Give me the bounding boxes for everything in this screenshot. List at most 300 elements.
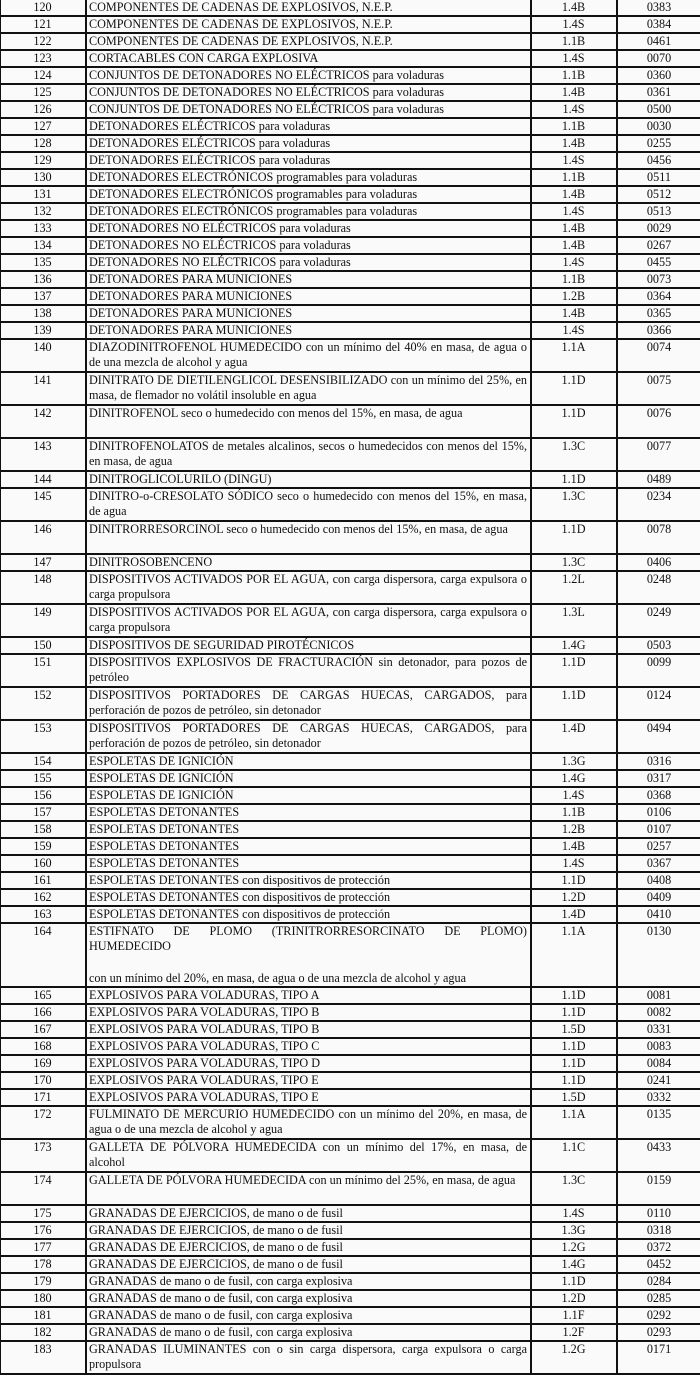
description-cell: DINITROFENOL seco o humedecido con menos del 15%, en masa, de agua	[86, 405, 531, 438]
table-row	[0, 488, 700, 521]
un-number: 0511	[617, 169, 700, 186]
description-cell: DISPOSITIVOS PORTADORES DE CARGAS HUECAS, CARGADOS, para perforación de pozos de petróleo, sin detonador	[86, 687, 531, 720]
division-class: 1.3L	[531, 604, 617, 637]
un-number: 0255	[617, 135, 700, 152]
description-cell: GRANADAS DE EJERCICIOS, de mano o de fusil	[86, 1256, 531, 1273]
description-cell: GRANADAS DE EJERCICIOS, de mano o de fusil	[86, 1222, 531, 1239]
description-cell: DISPOSITIVOS EXPLOSIVOS DE FRACTURACIÓN sin detonador, para pozos de petróleo	[86, 654, 531, 687]
row-number: 145	[0, 488, 86, 521]
description-cell: EXPLOSIVOS PARA VOLADURAS, TIPO B	[86, 1004, 531, 1021]
division-class: 1.1B	[531, 271, 617, 288]
row-number: 126	[0, 101, 86, 118]
description-cell: GALLETA DE PÓLVORA HUMEDECIDA con un mínimo del 17%, en masa, de alcohol	[86, 1139, 531, 1172]
division-class: 1.5D	[531, 1089, 617, 1106]
division-class: 1.4S	[531, 322, 617, 339]
division-class: 1.4G	[531, 1256, 617, 1273]
row-number: 146	[0, 521, 86, 554]
division-class: 1.1D	[531, 1038, 617, 1055]
un-number: 0433	[617, 1139, 700, 1172]
description-cell: DISPOSITIVOS DE SEGURIDAD PIROTÉCNICOS	[86, 637, 531, 654]
table-row	[0, 339, 700, 372]
description-cell: COMPONENTES DE CADENAS DE EXPLOSIVOS, N.E.P.	[86, 33, 531, 50]
description-line-1: ESTIFNATO DE PLOMO (TRINITRORRESORCINATO DE PLOMO) HUMEDECIDO	[89, 924, 527, 953]
description-cell: DETONADORES PARA MUNICIONES	[86, 288, 531, 305]
un-number: 0171	[617, 1341, 700, 1374]
table-row	[0, 16, 700, 33]
division-class: 1.4B	[531, 84, 617, 101]
un-number: 0070	[617, 50, 700, 67]
un-number: 0077	[617, 438, 700, 471]
division-class: 1.4S	[531, 1205, 617, 1222]
division-class: 1.5D	[531, 1021, 617, 1038]
row-number: 122	[0, 33, 86, 50]
description-cell: DETONADORES PARA MUNICIONES	[86, 305, 531, 322]
row-number: 137	[0, 288, 86, 305]
un-number: 0130	[617, 923, 700, 987]
division-class: 1.2F	[531, 1324, 617, 1341]
row-number: 133	[0, 220, 86, 237]
row-number: 154	[0, 753, 86, 770]
row-number: 180	[0, 1290, 86, 1307]
division-class: 1.4S	[531, 203, 617, 220]
description-line-2: con un mínimo del 20%, en masa, de agua o de una mezcla de alcohol y agua	[89, 970, 467, 985]
un-number: 0099	[617, 654, 700, 687]
table-row	[0, 753, 700, 770]
row-number: 125	[0, 84, 86, 101]
table-row	[0, 271, 700, 288]
division-class: 1.1D	[531, 1004, 617, 1021]
table-row	[0, 50, 700, 67]
un-number: 0489	[617, 471, 700, 488]
division-class: 1.1C	[531, 1139, 617, 1172]
division-class: 1.4B	[531, 220, 617, 237]
un-number: 0360	[617, 67, 700, 84]
row-number: 170	[0, 1072, 86, 1089]
description-cell: ESPOLETAS DE IGNICIÓN	[86, 753, 531, 770]
row-number: 138	[0, 305, 86, 322]
row-number: 143	[0, 438, 86, 471]
division-class: 1.2B	[531, 288, 617, 305]
row-number: 165	[0, 987, 86, 1004]
division-class: 1.1D	[531, 1055, 617, 1072]
row-number: 140	[0, 339, 86, 372]
un-number: 0107	[617, 821, 700, 838]
table-row	[0, 1273, 700, 1290]
table-row	[0, 604, 700, 637]
description-cell: DETONADORES ELECTRÓNICOS programables para voladuras	[86, 169, 531, 186]
row-number: 147	[0, 554, 86, 571]
un-number: 0135	[617, 1106, 700, 1139]
division-class: 1.1D	[531, 872, 617, 889]
un-number: 0372	[617, 1239, 700, 1256]
table-row	[0, 288, 700, 305]
description-cell: DETONADORES PARA MUNICIONES	[86, 271, 531, 288]
row-number: 155	[0, 770, 86, 787]
table-row	[0, 687, 700, 720]
description-cell: GRANADAS de mano o de fusil, con carga explosiva	[86, 1273, 531, 1290]
un-number: 0317	[617, 770, 700, 787]
table-row	[0, 1004, 700, 1021]
description-cell: EXPLOSIVOS PARA VOLADURAS, TIPO A	[86, 987, 531, 1004]
description-cell: DINITROGLICOLURILO (DINGU)	[86, 471, 531, 488]
description-cell: DINITRO-o-CRESOLATO SÓDICO seco o humedecido con menos del 15%, en masa, de agua	[86, 488, 531, 521]
description-cell: DETONADORES PARA MUNICIONES	[86, 322, 531, 339]
table-row	[0, 1256, 700, 1273]
table-row	[0, 571, 700, 604]
description-cell: ESPOLETAS DETONANTES con dispositivos de protección	[86, 872, 531, 889]
un-number: 0078	[617, 521, 700, 554]
description-cell: DISPOSITIVOS ACTIVADOS POR EL AGUA, con carga dispersora, carga expulsora o carga propulsora	[86, 604, 531, 637]
un-number: 0513	[617, 203, 700, 220]
row-number: 182	[0, 1324, 86, 1341]
description-cell: GRANADAS de mano o de fusil, con carga explosiva	[86, 1307, 531, 1324]
division-class: 1.2B	[531, 821, 617, 838]
row-number: 177	[0, 1239, 86, 1256]
un-number: 0318	[617, 1222, 700, 1239]
description-cell: EXPLOSIVOS PARA VOLADURAS, TIPO E	[86, 1072, 531, 1089]
row-number: 135	[0, 254, 86, 271]
un-number: 0076	[617, 405, 700, 438]
un-number: 0406	[617, 554, 700, 571]
description-cell: EXPLOSIVOS PARA VOLADURAS, TIPO B	[86, 1021, 531, 1038]
division-class: 1.4S	[531, 254, 617, 271]
division-class: 1.2G	[531, 1341, 617, 1374]
division-class: 1.4B	[531, 237, 617, 254]
division-class: 1.1D	[531, 471, 617, 488]
description-cell: DETONADORES NO ELÉCTRICOS para voladuras	[86, 237, 531, 254]
description-cell: ESPOLETAS DETONANTES	[86, 855, 531, 872]
table-row	[0, 1172, 700, 1205]
description-cell: CONJUNTOS DE DETONADORES NO ELÉCTRICOS para voladuras	[86, 67, 531, 84]
un-number: 0029	[617, 220, 700, 237]
line-gap	[89, 954, 527, 971]
table-row	[0, 889, 700, 906]
un-number: 0082	[617, 1004, 700, 1021]
division-class: 1.2G	[531, 1239, 617, 1256]
un-number: 0083	[617, 1038, 700, 1055]
table-row	[0, 521, 700, 554]
table-row	[0, 101, 700, 118]
description-cell: ESPOLETAS DE IGNICIÓN	[86, 770, 531, 787]
row-number: 142	[0, 405, 86, 438]
description-cell: GALLETA DE PÓLVORA HUMEDECIDA con un mínimo del 25%, en masa, de agua	[86, 1172, 531, 1205]
row-number: 171	[0, 1089, 86, 1106]
table-row	[0, 118, 700, 135]
division-class: 1.4S	[531, 101, 617, 118]
description-cell: DIAZODINITROFENOL HUMEDECIDO con un mínimo del 40% en masa, de agua o de una mezcla de alcohol y agua	[86, 339, 531, 372]
description-cell: ESPOLETAS DETONANTES	[86, 838, 531, 855]
un-number: 0452	[617, 1256, 700, 1273]
division-class: 1.1B	[531, 118, 617, 135]
table-row	[0, 987, 700, 1004]
un-number: 0316	[617, 753, 700, 770]
table-row	[0, 1139, 700, 1172]
un-number: 0267	[617, 237, 700, 254]
un-number: 0366	[617, 322, 700, 339]
description-cell: DINITRORRESORCINOL seco o humedecido con menos del 15%, en masa, de agua	[86, 521, 531, 554]
division-class: 1.4S	[531, 16, 617, 33]
division-class: 1.1A	[531, 339, 617, 372]
division-class: 1.1D	[531, 372, 617, 405]
description-cell: ESPOLETAS DETONANTES con dispositivos de protección	[86, 906, 531, 923]
table-row	[0, 135, 700, 152]
row-number: 121	[0, 16, 86, 33]
row-number: 149	[0, 604, 86, 637]
row-number: 129	[0, 152, 86, 169]
description-cell: DETONADORES NO ELÉCTRICOS para voladuras	[86, 254, 531, 271]
un-number: 0248	[617, 571, 700, 604]
row-number: 127	[0, 118, 86, 135]
table-row	[0, 637, 700, 654]
un-number: 0456	[617, 152, 700, 169]
un-number: 0106	[617, 804, 700, 821]
description-cell: CONJUNTOS DE DETONADORES NO ELÉCTRICOS para voladuras	[86, 101, 531, 118]
description-cell: DINITROFENOLATOS de metales alcalinos, secos o humedecidos con menos del 15%, en masa, de agua	[86, 438, 531, 471]
un-number: 0257	[617, 838, 700, 855]
un-number: 0124	[617, 687, 700, 720]
table-row	[0, 554, 700, 571]
un-number: 0249	[617, 604, 700, 637]
description-cell: DETONADORES ELÉCTRICOS para voladuras	[86, 118, 531, 135]
division-class: 1.4G	[531, 637, 617, 654]
division-class: 1.1B	[531, 804, 617, 821]
un-number: 0409	[617, 889, 700, 906]
table-row	[0, 438, 700, 471]
table-row	[0, 855, 700, 872]
table-row	[0, 1307, 700, 1324]
un-number: 0074	[617, 339, 700, 372]
row-number: 163	[0, 906, 86, 923]
description-cell: GRANADAS de mano o de fusil, con carga explosiva	[86, 1324, 531, 1341]
un-number: 0293	[617, 1324, 700, 1341]
table-row	[0, 405, 700, 438]
division-class: 1.1D	[531, 521, 617, 554]
row-number: 132	[0, 203, 86, 220]
un-number: 0365	[617, 305, 700, 322]
division-class: 1.1F	[531, 1307, 617, 1324]
description-cell: ESPOLETAS DETONANTES	[86, 821, 531, 838]
description-cell: DISPOSITIVOS PORTADORES DE CARGAS HUECAS, CARGADOS, para perforación de pozos de petróleo, sin detonador	[86, 720, 531, 753]
description-cell	[86, 923, 531, 987]
table-row	[0, 1222, 700, 1239]
un-number: 0383	[617, 0, 700, 16]
table-row	[0, 906, 700, 923]
table-row	[0, 1038, 700, 1055]
un-number: 0364	[617, 288, 700, 305]
table-row	[0, 787, 700, 804]
row-number: 141	[0, 372, 86, 405]
table-row	[0, 770, 700, 787]
table-row	[0, 838, 700, 855]
division-class: 1.3G	[531, 753, 617, 770]
division-class: 1.4B	[531, 305, 617, 322]
table-row	[0, 203, 700, 220]
un-number: 0110	[617, 1205, 700, 1222]
row-number: 120	[0, 0, 86, 16]
row-number: 176	[0, 1222, 86, 1239]
row-number: 178	[0, 1256, 86, 1273]
row-number: 168	[0, 1038, 86, 1055]
table-row	[0, 33, 700, 50]
division-class: 1.2D	[531, 1290, 617, 1307]
description-cell: ESPOLETAS DETONANTES	[86, 804, 531, 821]
description-cell: ESPOLETAS DETONANTES con dispositivos de protección	[86, 889, 531, 906]
row-number: 179	[0, 1273, 86, 1290]
division-class: 1.4S	[531, 855, 617, 872]
un-number: 0331	[617, 1021, 700, 1038]
description-cell: CORTACABLES CON CARGA EXPLOSIVA	[86, 50, 531, 67]
description-cell: EXPLOSIVOS PARA VOLADURAS, TIPO E	[86, 1089, 531, 1106]
table-row	[0, 305, 700, 322]
table-row	[0, 322, 700, 339]
division-class: 1.1D	[531, 687, 617, 720]
row-number: 164	[0, 923, 86, 987]
table-row	[0, 1106, 700, 1139]
row-number: 183	[0, 1341, 86, 1374]
un-number: 0234	[617, 488, 700, 521]
row-number: 169	[0, 1055, 86, 1072]
description-cell: GRANADAS DE EJERCICIOS, de mano o de fusil	[86, 1239, 531, 1256]
un-number: 0455	[617, 254, 700, 271]
description-cell: CONJUNTOS DE DETONADORES NO ELÉCTRICOS para voladuras	[86, 84, 531, 101]
row-number: 166	[0, 1004, 86, 1021]
table-row	[0, 1072, 700, 1089]
table-row	[0, 821, 700, 838]
division-class: 1.4S	[531, 787, 617, 804]
division-class: 1.1D	[531, 1072, 617, 1089]
row-number: 174	[0, 1172, 86, 1205]
row-number: 181	[0, 1307, 86, 1324]
table-row	[0, 1290, 700, 1307]
un-number: 0241	[617, 1072, 700, 1089]
table-row	[0, 1324, 700, 1341]
description-cell: EXPLOSIVOS PARA VOLADURAS, TIPO C	[86, 1038, 531, 1055]
un-number: 0081	[617, 987, 700, 1004]
table-row	[0, 67, 700, 84]
row-number: 131	[0, 186, 86, 203]
row-number: 130	[0, 169, 86, 186]
table-row	[0, 169, 700, 186]
division-class: 1.1B	[531, 67, 617, 84]
division-class: 1.4D	[531, 720, 617, 753]
division-class: 1.2D	[531, 889, 617, 906]
table-row	[0, 471, 700, 488]
row-number: 148	[0, 571, 86, 604]
row-number: 134	[0, 237, 86, 254]
table-row	[0, 0, 700, 16]
description-cell: GRANADAS de mano o de fusil, con carga explosiva	[86, 1290, 531, 1307]
division-class: 1.1D	[531, 987, 617, 1004]
row-number: 161	[0, 872, 86, 889]
division-class: 1.1A	[531, 1106, 617, 1139]
row-number: 160	[0, 855, 86, 872]
row-number: 173	[0, 1139, 86, 1172]
division-class: 1.1B	[531, 169, 617, 186]
division-class: 1.3C	[531, 1172, 617, 1205]
un-number: 0494	[617, 720, 700, 753]
description-cell: EXPLOSIVOS PARA VOLADURAS, TIPO D	[86, 1055, 531, 1072]
row-number: 167	[0, 1021, 86, 1038]
table-row	[0, 654, 700, 687]
table-row	[0, 254, 700, 271]
un-number: 0500	[617, 101, 700, 118]
table-row	[0, 872, 700, 889]
table-row	[0, 152, 700, 169]
row-number: 152	[0, 687, 86, 720]
table-row	[0, 1341, 700, 1374]
row-number: 158	[0, 821, 86, 838]
division-class: 1.3C	[531, 488, 617, 521]
un-number: 0332	[617, 1089, 700, 1106]
un-number: 0159	[617, 1172, 700, 1205]
description-cell: ESPOLETAS DE IGNICIÓN	[86, 787, 531, 804]
description-cell: DETONADORES ELECTRÓNICOS programables para voladuras	[86, 186, 531, 203]
division-class: 1.4B	[531, 838, 617, 855]
table-row	[0, 84, 700, 101]
un-number: 0285	[617, 1290, 700, 1307]
row-number: 159	[0, 838, 86, 855]
row-number: 157	[0, 804, 86, 821]
un-number: 0284	[617, 1273, 700, 1290]
table-row	[0, 220, 700, 237]
row-number: 172	[0, 1106, 86, 1139]
division-class: 1.3C	[531, 554, 617, 571]
division-class: 1.4B	[531, 0, 617, 16]
row-number: 136	[0, 271, 86, 288]
row-number: 124	[0, 67, 86, 84]
division-class: 1.2L	[531, 571, 617, 604]
un-number: 0084	[617, 1055, 700, 1072]
description-cell: DETONADORES NO ELÉCTRICOS para voladuras	[86, 220, 531, 237]
division-class: 1.1D	[531, 405, 617, 438]
description-cell: DINITRATO DE DIETILENGLICOL DESENSIBILIZADO con un mínimo del 25%, en masa, de flemador no volátil insoluble en agua	[86, 372, 531, 405]
un-number: 0367	[617, 855, 700, 872]
un-number: 0292	[617, 1307, 700, 1324]
description-cell: FULMINATO DE MERCURIO HUMEDECIDO con un mínimo del 20%, en masa, de agua o de una mezcla de alcohol y agua	[86, 1106, 531, 1139]
division-class: 1.4S	[531, 50, 617, 67]
table-row	[0, 186, 700, 203]
row-number: 128	[0, 135, 86, 152]
division-class: 1.4S	[531, 152, 617, 169]
un-number: 0408	[617, 872, 700, 889]
row-number: 151	[0, 654, 86, 687]
table-row	[0, 372, 700, 405]
division-class: 1.4D	[531, 906, 617, 923]
division-class: 1.3C	[531, 438, 617, 471]
un-number: 0073	[617, 271, 700, 288]
un-number: 0503	[617, 637, 700, 654]
un-number: 0361	[617, 84, 700, 101]
table-row	[0, 923, 700, 987]
un-number: 0368	[617, 787, 700, 804]
description-cell: GRANADAS ILUMINANTES con o sin carga dispersora, carga expulsora o carga propulsora	[86, 1341, 531, 1374]
row-number: 153	[0, 720, 86, 753]
un-number: 0075	[617, 372, 700, 405]
description-cell: GRANADAS DE EJERCICIOS, de mano o de fusil	[86, 1205, 531, 1222]
un-number: 0410	[617, 906, 700, 923]
table-row	[0, 237, 700, 254]
un-number: 0512	[617, 186, 700, 203]
description-cell: DINITROSOBENCENO	[86, 554, 531, 571]
table-row	[0, 1205, 700, 1222]
table-row	[0, 1055, 700, 1072]
table-row	[0, 1021, 700, 1038]
row-number: 150	[0, 637, 86, 654]
division-class: 1.1A	[531, 923, 617, 987]
division-class: 1.3G	[531, 1222, 617, 1239]
table-row	[0, 804, 700, 821]
row-number: 139	[0, 322, 86, 339]
